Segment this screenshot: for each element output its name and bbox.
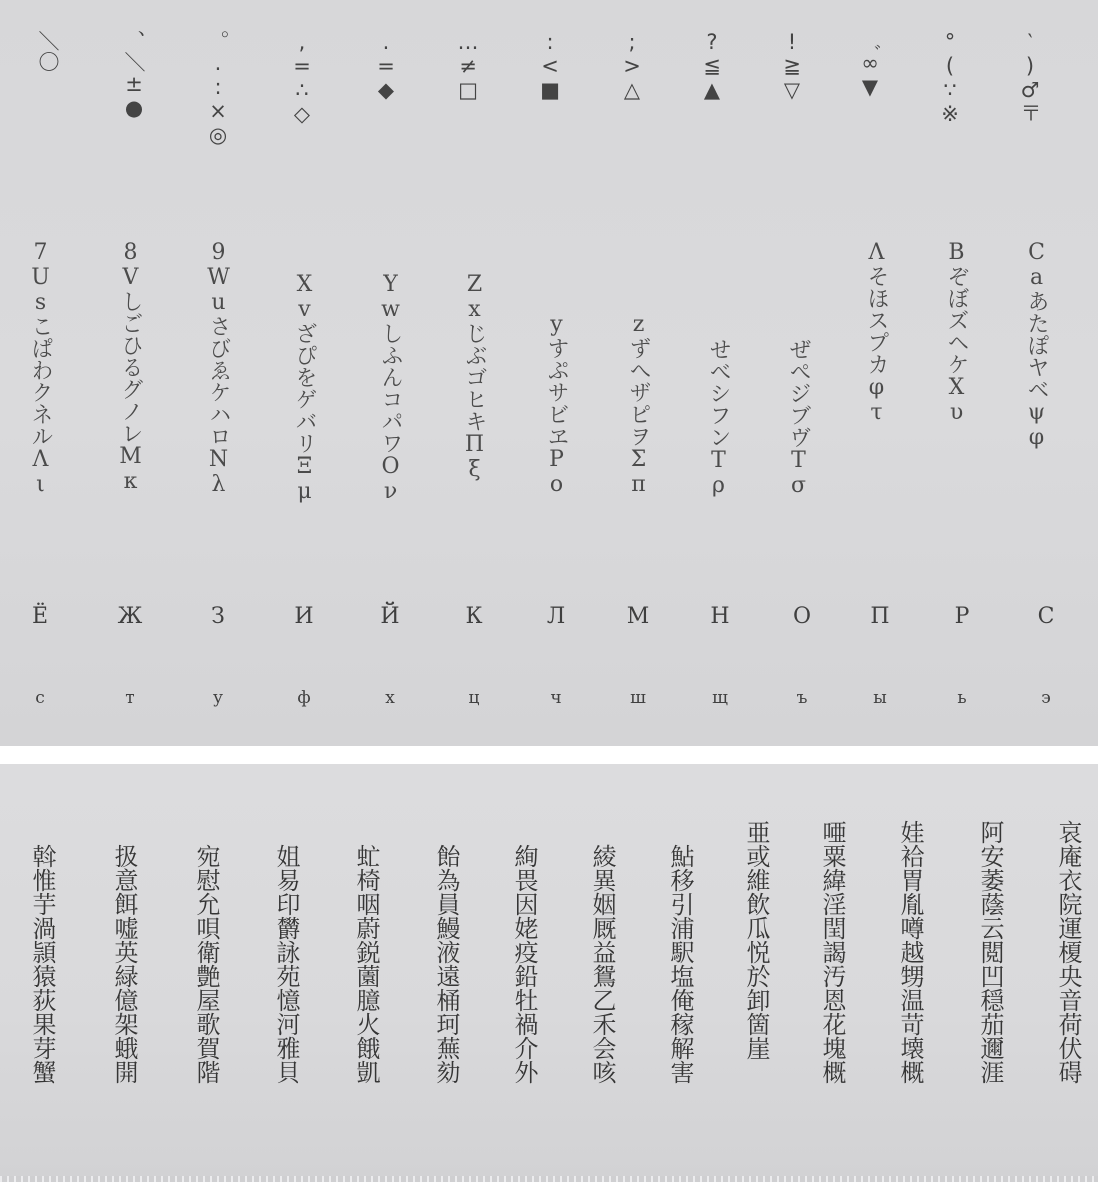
kanji-column: 宛慰允唄衛艶屋歌賀階 bbox=[192, 844, 220, 1084]
symbol-column: ‵)♂〒 bbox=[1018, 30, 1042, 123]
kanji-column: 哀庵衣院運榎央音荷伏碍 bbox=[1054, 820, 1082, 1084]
symbol-column: !≧▽ bbox=[780, 30, 804, 102]
bottom-printout-panel bbox=[0, 764, 1098, 1182]
character-column: ぜぺジブヴΤσ bbox=[786, 338, 811, 498]
symbol-column: 。.:×◎ bbox=[206, 30, 230, 147]
symbol-column: ゛∞▼ bbox=[858, 30, 882, 99]
kanji-column: 阿安萎蔭云閲凹穏茄邇涯 bbox=[976, 820, 1004, 1084]
character-column: 8VしごひるグノレMκ bbox=[118, 240, 143, 494]
character-column: Λそほスプカφτ bbox=[864, 240, 889, 425]
kanji-column: 虻椅咽蔚鋭薗臆火餓凱 bbox=[352, 844, 380, 1084]
symbol-column: ＼〇 bbox=[36, 30, 60, 72]
cyrillic-small-letter: с bbox=[35, 688, 45, 708]
cyrillic-capital-letter: С bbox=[1037, 604, 1055, 629]
symbol-column: ,=∴◇ bbox=[290, 30, 314, 126]
symbol-column: °(∵※ bbox=[938, 30, 962, 126]
cyrillic-small-letter: щ bbox=[712, 688, 728, 708]
kanji-column: 鮎移引浦駅塩俺稼解害 bbox=[666, 844, 694, 1084]
character-column: XvざぴをゲバリΞμ bbox=[292, 272, 317, 504]
character-column: せべシフンΤρ bbox=[706, 338, 731, 498]
symbol-column: .=◆ bbox=[374, 30, 398, 102]
character-column: BぞぼズヘケΧυ bbox=[944, 240, 969, 425]
kanji-column: 綾異姻厩益鴛乙禾会咳 bbox=[588, 844, 616, 1084]
cyrillic-small-letter: х bbox=[385, 688, 395, 708]
cyrillic-small-letter: ш bbox=[630, 688, 646, 708]
character-column: zずへザピヲΣπ bbox=[626, 312, 651, 497]
cyrillic-capital-letter: П bbox=[870, 604, 890, 629]
kanji-column: 扱意餌嘘英緑億架蛾開 bbox=[110, 844, 138, 1084]
cyrillic-capital-letter: Ё bbox=[31, 604, 49, 629]
symbol-column: 、＼±● bbox=[122, 30, 146, 120]
white-gap-between-photos bbox=[0, 746, 1098, 764]
cyrillic-capital-letter: О bbox=[792, 604, 812, 629]
cyrillic-small-letter: ц bbox=[468, 688, 480, 708]
symbol-column: …≠□ bbox=[456, 30, 480, 102]
character-column: yすぷサビヱΡο bbox=[544, 312, 569, 497]
cyrillic-capital-letter: М bbox=[626, 604, 650, 629]
kanji-column: 絢畏因姥疫鉛牡禍介外 bbox=[510, 844, 538, 1084]
character-column: 7UsこぱわクネルΛι bbox=[28, 240, 53, 497]
cyrillic-small-letter: э bbox=[1041, 688, 1051, 708]
cyrillic-small-letter: ф bbox=[297, 688, 311, 708]
cyrillic-small-letter: ъ bbox=[796, 688, 808, 708]
symbol-column: ?≦▲ bbox=[700, 30, 724, 102]
character-column: ZxじぶゴヒキΠξ bbox=[462, 272, 487, 482]
kanji-column: 斡惟芋渦頴猿荻果芽蟹 bbox=[28, 844, 56, 1084]
cyrillic-small-letter: ч bbox=[550, 688, 562, 708]
symbol-column: ;>△ bbox=[620, 30, 644, 102]
cyrillic-capital-letter: Й bbox=[380, 604, 400, 629]
cyrillic-small-letter: у bbox=[212, 688, 223, 708]
cyrillic-capital-letter: К bbox=[465, 604, 483, 629]
kanji-column: 娃袷胃胤噂越甥温苛壊概 bbox=[896, 820, 924, 1084]
character-column: YwしふんコパワΟν bbox=[378, 272, 403, 504]
character-column: 9WuさびゑケハロNλ bbox=[206, 240, 231, 497]
cyrillic-capital-letter: Л bbox=[546, 604, 566, 629]
cyrillic-small-letter: ь bbox=[957, 688, 967, 708]
kanji-column: 姐易印欝詠苑憶河雅貝 bbox=[272, 844, 300, 1084]
cyrillic-capital-letter: Р bbox=[954, 604, 970, 629]
cyrillic-capital-letter: З bbox=[211, 604, 225, 629]
cyrillic-capital-letter: И bbox=[294, 604, 314, 629]
cyrillic-small-letter: ы bbox=[873, 688, 887, 708]
symbol-column: :<■ bbox=[538, 30, 562, 102]
cyrillic-small-letter: т bbox=[125, 688, 135, 708]
cyrillic-capital-letter: Н bbox=[710, 604, 730, 629]
kanji-column: 亜或維飲瓜悦於卸箇崖 bbox=[742, 820, 770, 1060]
kanji-column: 飴為員鰻液遠桶珂蕪劾 bbox=[432, 844, 460, 1084]
cyrillic-capital-letter: Ж bbox=[117, 604, 143, 629]
character-column: Caあたぽヤベψφ bbox=[1024, 240, 1049, 450]
kanji-column: 唖粟緯淫閏謁汚恩花塊概 bbox=[818, 820, 846, 1084]
